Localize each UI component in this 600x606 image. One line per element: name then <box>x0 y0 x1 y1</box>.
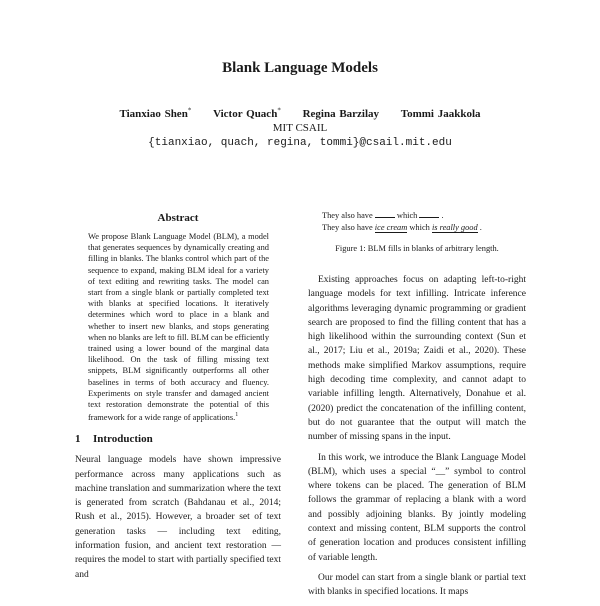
abstract-heading: Abstract <box>157 212 199 224</box>
figure-1 <box>322 209 526 233</box>
figure-caption: Figure 1: BLM fills in blanks of arbitrary length. <box>335 244 499 253</box>
author: Tommi Jaakkola <box>400 107 481 120</box>
abstract-text: We propose Blank Language Model (BLM), a model that generates sequences by dynamically creating and filling in blanks. The blanks control which part of the sequence to expand, making BLM ideal for a variety of text editing and rewriting tasks. The model can start from a single blank or partially completed text with blanks at specified locations. It iteratively determines which word to place in a blank and whether to insert new blanks, and stops generating when no blanks are left to fill. BLM can be efficiently trained using a lower bound of the marginal data likelihood. On the task of filling missing text snippets, BLM significantly outperforms all other baselines in terms of both accuracy and fluency. Experiments on style transfer and damaged ancient text restoration demonstrate the potential of this framework for a wide range of applications.$^1$ <box>88 232 270 423</box>
left-column <box>75 212 281 582</box>
figure-line-filled: They also have ice cream which is really good . <box>322 222 482 232</box>
filled-span: ice cream <box>374 222 408 232</box>
blank-slot <box>375 209 395 218</box>
author: Regina Barzilay <box>302 107 380 120</box>
body-paragraph: Existing approaches focus on adapting left-to-right language models for text infilling. Intricate inference algorithms leveraging dynamic programming or gradient search are proposed to find the filling content that has a high likelihood within the surrounding context (Sun et al., 2017; Liu et al., 2019a; Zaidi et al., 2020). These methods make simplified Markov assumptions, require high decoding time complexity, and cannot adapt to variable infilling length. Alternatively, Donahue et al. (2020) predict the concatenation of the infilling content, but do not guarantee that the output will match the number of missing spans in the input. <box>308 275 526 443</box>
affiliation: MIT CSAIL <box>272 122 328 134</box>
filled-span: is really good <box>431 222 478 232</box>
intro-paragraph: Neural language models have shown impressive performance across many applications such as machine translation and summarization where the text is generated from scratch (Bahdanau et al., 2014; Rush et al., 2015). However, a broader set of text generation tasks — including text editing, information fusion, and ancient text restoration — requires the model to start with partially specified text and <box>75 455 281 580</box>
body-paragraph: Our model can start from a single blank or partial text with blanks in specified locations. It maps <box>308 572 526 598</box>
paper-title: Blank Language Models <box>222 60 378 76</box>
author-list <box>0 106 600 120</box>
footnote-mark: 1 <box>235 412 239 419</box>
section-heading-introduction: 1 Introduction <box>75 433 153 446</box>
author: Tianxiao Shen* <box>119 106 192 120</box>
author: Victor Quach* <box>213 106 281 120</box>
figure-line-blanks: They also have which . <box>322 211 444 220</box>
blank-slot <box>419 209 439 218</box>
body-paragraph: In this work, we introduce the Blank Language Model (BLM), which uses a special “__” symbol to control where tokens can be placed. The generation of BLM follows the grammar of replacing a blank with a word and possibly adjoining blanks. By jointly modeling context and missing content, BLM supports the control of generation location and produces consistent infilling of variable length. <box>308 452 526 563</box>
author-emails: {tianxiao, quach, regina, tommi}@csail.mit.edu <box>148 137 452 149</box>
right-column <box>308 209 526 606</box>
